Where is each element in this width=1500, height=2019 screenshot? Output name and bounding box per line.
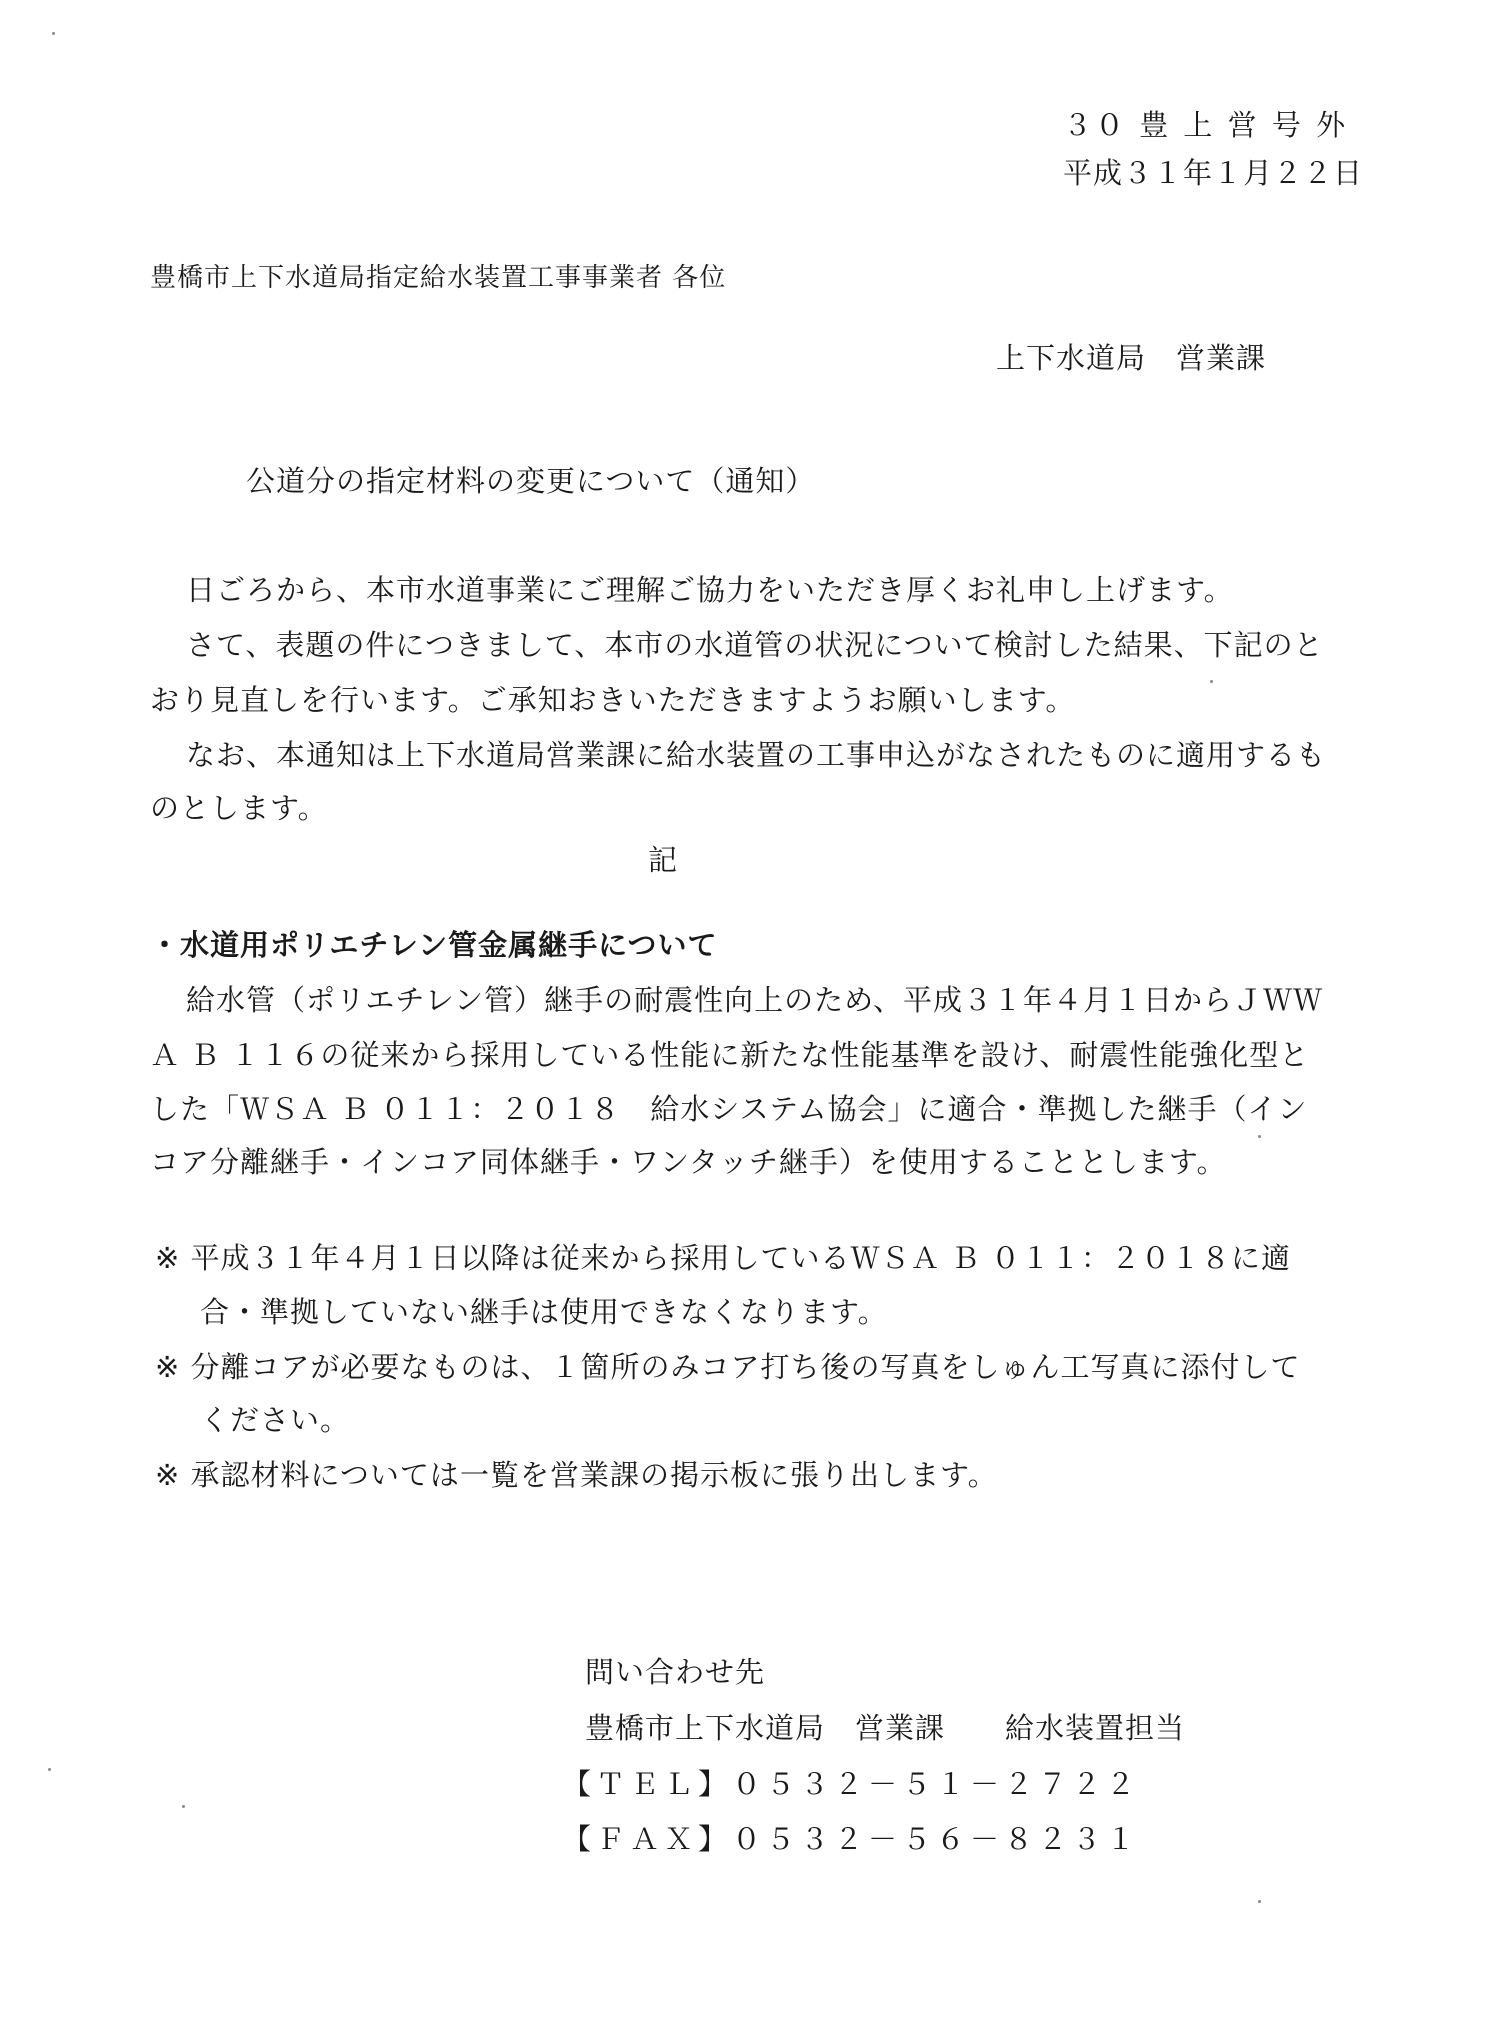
scan-speck (52, 32, 55, 35)
scan-speck (48, 1768, 51, 1771)
document-date: 平成３１年１月２２日 (1063, 156, 1364, 190)
note-1-line-2: 合・準拠していない継手は使用できなくなります。 (200, 1295, 888, 1329)
document-title: 公道分の指定材料の変更について（通知） (246, 464, 816, 498)
section-line-2: Ａ Ｂ １１６の従来から採用している性能に新たな性能基準を設け、耐震性能強化型と (150, 1038, 1310, 1072)
section-line-3: した「ＷＳＡ Ｂ ０１１：２０１８ 給水システム協会」に適合・準拠した継手（イン (150, 1092, 1308, 1126)
scan-speck (1258, 1135, 1261, 1138)
body-paragraph-3-line-2: のとします。 (150, 791, 328, 825)
contact-heading: 問い合わせ先 (585, 1655, 766, 1689)
contact-tel: 【ＴＥＬ】０５３２－５１－２７２２ (562, 1767, 1141, 1801)
section-line-4: コア分離継手・インコア同体継手・ワンタッチ継手）を使用することとします。 (150, 1145, 1227, 1179)
scan-speck (182, 1805, 185, 1808)
document-number: ３０ 豊 上 営 号 外 (1063, 108, 1349, 142)
addressee: 豊橋市上下水道局指定給水装置工事事業者 各位 (150, 263, 727, 293)
body-paragraph-3-line-1: なお、本通知は上下水道局営業課に給水装置の工事申込がなされたものに適用するも (186, 738, 1327, 772)
contact-fax: 【ＦＡＸ】０５３２－５６－８２３１ (562, 1822, 1141, 1856)
note-3: ※ 承認材料については一覧を営業課の掲示板に張り出します。 (155, 1458, 998, 1492)
section-heading: ・水道用ポリエチレン管金属継手について (150, 928, 718, 962)
sender: 上下水道局 営業課 (996, 341, 1267, 375)
section-line-1: 給水管（ポリエチレン管）継手の耐震性向上のため、平成３１年４月１日からＪＷＷ (186, 983, 1323, 1017)
note-2-line-1: ※ 分離コアが必要なものは、１箇所のみコア打ち後の写真をしゅん工写真に添付して (155, 1350, 1301, 1384)
contact-organization: 豊橋市上下水道局 営業課 給水装置担当 (585, 1711, 1186, 1745)
scan-speck (1210, 680, 1213, 683)
body-paragraph-2-line-2: おり見直しを行います。ご承知おきいただきますようお願いします。 (150, 683, 1076, 717)
ki-marker: 記 (648, 843, 679, 877)
note-2-line-2: ください。 (200, 1403, 351, 1437)
note-1-line-1: ※ 平成３１年４月１日以降は従来から採用しているＷＳＡ Ｂ ０１１：２０１８に適 (155, 1241, 1291, 1275)
scan-speck (1258, 1900, 1261, 1903)
body-paragraph-1: 日ごろから、本市水道事業にご理解ご協力をいただき厚くお礼申し上げます。 (186, 573, 1234, 607)
body-paragraph-2-line-1: さて、表題の件につきまして、本市の水道管の状況について検討した結果、下記のと (186, 628, 1324, 662)
